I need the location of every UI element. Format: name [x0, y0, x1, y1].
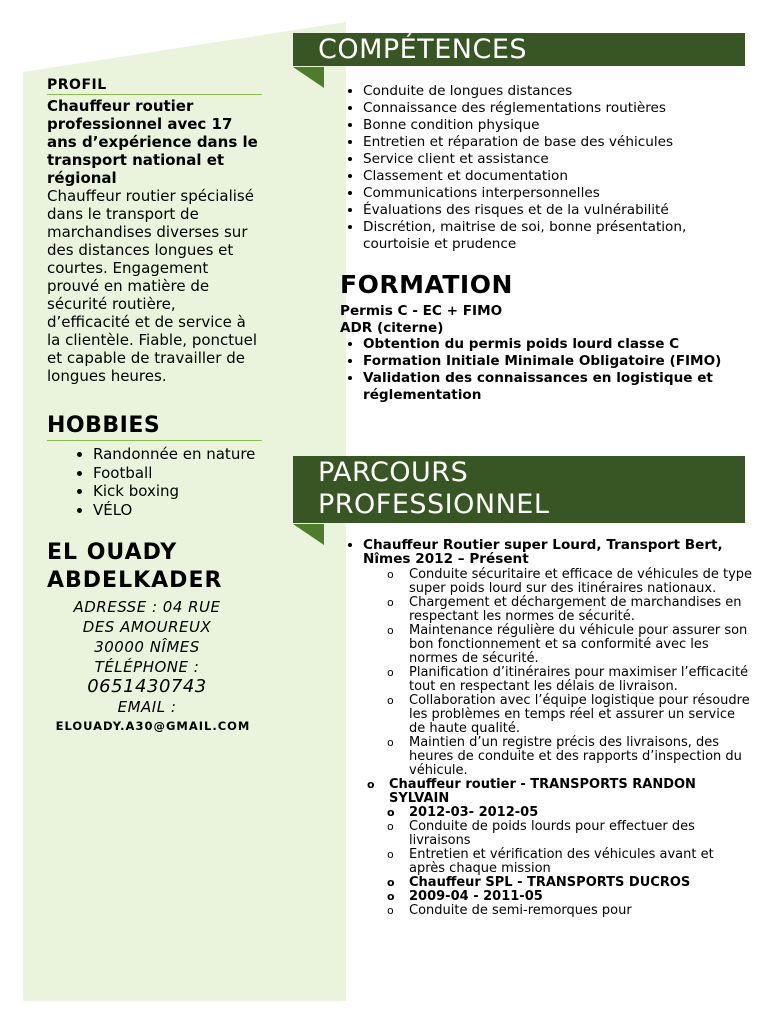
- duty-item: o Entretien et vérification des véhicules avant et après chaque mission: [409, 848, 753, 876]
- competence-item: • Service client et assistance: [363, 151, 748, 168]
- competence-item: • Communications interpersonnelles: [363, 185, 748, 202]
- duty-item: o Conduite de semi-remorques pour: [409, 904, 753, 918]
- phone-number: 0651430743: [87, 676, 207, 697]
- job-title: o Chauffeur routier - TRANSPORTS RANDON SYLVAIN: [389, 778, 753, 806]
- formation-line: ADR (citerne): [340, 320, 444, 336]
- name-line: EL OUADY: [47, 540, 178, 565]
- duty-item: o Maintien d’un registre précis des livraisons, des heures de conduite et des rapports d’inspection du véhicule.: [409, 736, 753, 778]
- hobby-item: • Kick boxing: [93, 482, 262, 501]
- duty-item: o Maintenance régulière du véhicule pour assurer son bon fonctionnement et sa conformité avec les normes de sécurité.: [409, 624, 753, 666]
- competence-item: • Conduite de longues distances: [363, 83, 748, 100]
- formation-line: Permis C - EC + FIMO: [340, 303, 503, 319]
- hobby-item: • Football: [93, 464, 262, 483]
- competence-item: • Entretien et réparation de base des véhicules: [363, 134, 748, 151]
- competence-item: • Discrétion, maitrise de soi, bonne présentation, courtoisie et prudence: [363, 219, 748, 253]
- duty-item: o Chargement et déchargement de marchandises en respectant les normes de sécurité.: [409, 596, 753, 624]
- phone-label: TÉLÉPHONE :: [94, 658, 200, 676]
- formation-item: • Obtention du permis poids lourd classe C: [363, 336, 748, 353]
- address-line: DES AMOUREUX: [82, 618, 212, 636]
- profil-label: PROFIL: [47, 77, 262, 95]
- competence-item: • Bonne condition physique: [363, 117, 748, 134]
- hobbies-heading: HOBBIES: [47, 413, 262, 441]
- competence-item: • Classement et documentation: [363, 168, 748, 185]
- job-title: Chauffeur Routier super Lourd, Transport Bert, Nîmes 2012 – Présent: [363, 537, 723, 567]
- duty-item: o Conduite de poids lourds pour effectuer des livraisons: [409, 820, 753, 848]
- formation-item: • Validation des connaissances en logistique et réglementation: [363, 370, 748, 404]
- formation-summary: [340, 303, 502, 337]
- competences-list: [340, 83, 748, 253]
- profil-text: Chauffeur routier spécialisé dans le transport de marchandises diverses sur des distances longues et courtes. Engagement prouvé en matière de sécurité routière, d’efficacité et de service à la clientèle. Fiable, ponctuel et capable de travailler de longues heures.: [47, 187, 258, 385]
- job-dates: o 2009-04 - 2011-05: [409, 890, 753, 904]
- hobby-item: • Randonnée en nature: [93, 445, 262, 464]
- contact-block: [47, 597, 247, 717]
- competences-banner: [293, 33, 745, 66]
- formation-item: • Formation Initiale Minimale Obligatoire (FIMO): [363, 353, 748, 370]
- competences-heading: COMPÉTENCES: [318, 34, 528, 65]
- job-duties: [363, 568, 753, 918]
- left-column: [47, 77, 262, 733]
- parcours-list: [340, 538, 753, 918]
- address-line: 30000 NÎMES: [94, 638, 200, 656]
- duty-item: o Conduite sécuritaire et efficace de véhicules de type super poids lourd sur des itinéraires nationaux.: [409, 568, 753, 596]
- parcours-heading-line: PARCOURS: [318, 457, 469, 488]
- profil-title: Chauffeur routier professionnel avec 17 ans d’expérience dans le transport national et régional: [47, 97, 258, 187]
- job-title: o Chauffeur SPL - TRANSPORTS DUCROS: [409, 876, 753, 890]
- parcours-heading-line: PROFESSIONNEL: [318, 489, 550, 520]
- duty-item: o Collaboration avec l’équipe logistique pour résoudre les problèmes en temps réel et assurer un service de haute qualité.: [409, 694, 753, 736]
- name-line: ABDELKADER: [47, 568, 223, 593]
- duty-item: o Planification d’itinéraires pour maximiser l’efficacité tout en respectant les délais de livraison.: [409, 666, 753, 694]
- formation-list: [340, 336, 748, 404]
- hobbies-list: [47, 445, 262, 519]
- competence-item: • Évaluations des risques et de la vulnérabilité: [363, 202, 748, 219]
- formation-heading: FORMATION: [340, 270, 513, 299]
- address-line: ADRESSE : 04 RUE: [73, 598, 221, 616]
- hobby-item: • VÉLO: [93, 501, 262, 520]
- parcours-banner: [293, 456, 745, 523]
- email-address: ELOUADY.A30@GMAIL.COM: [55, 719, 251, 733]
- candidate-name: [47, 539, 262, 595]
- job-entry: [363, 538, 753, 918]
- job-dates: o 2012-03- 2012-05: [409, 806, 753, 820]
- competence-item: • Connaissance des réglementations routières: [363, 100, 748, 117]
- email-label: EMAIL :: [117, 698, 177, 716]
